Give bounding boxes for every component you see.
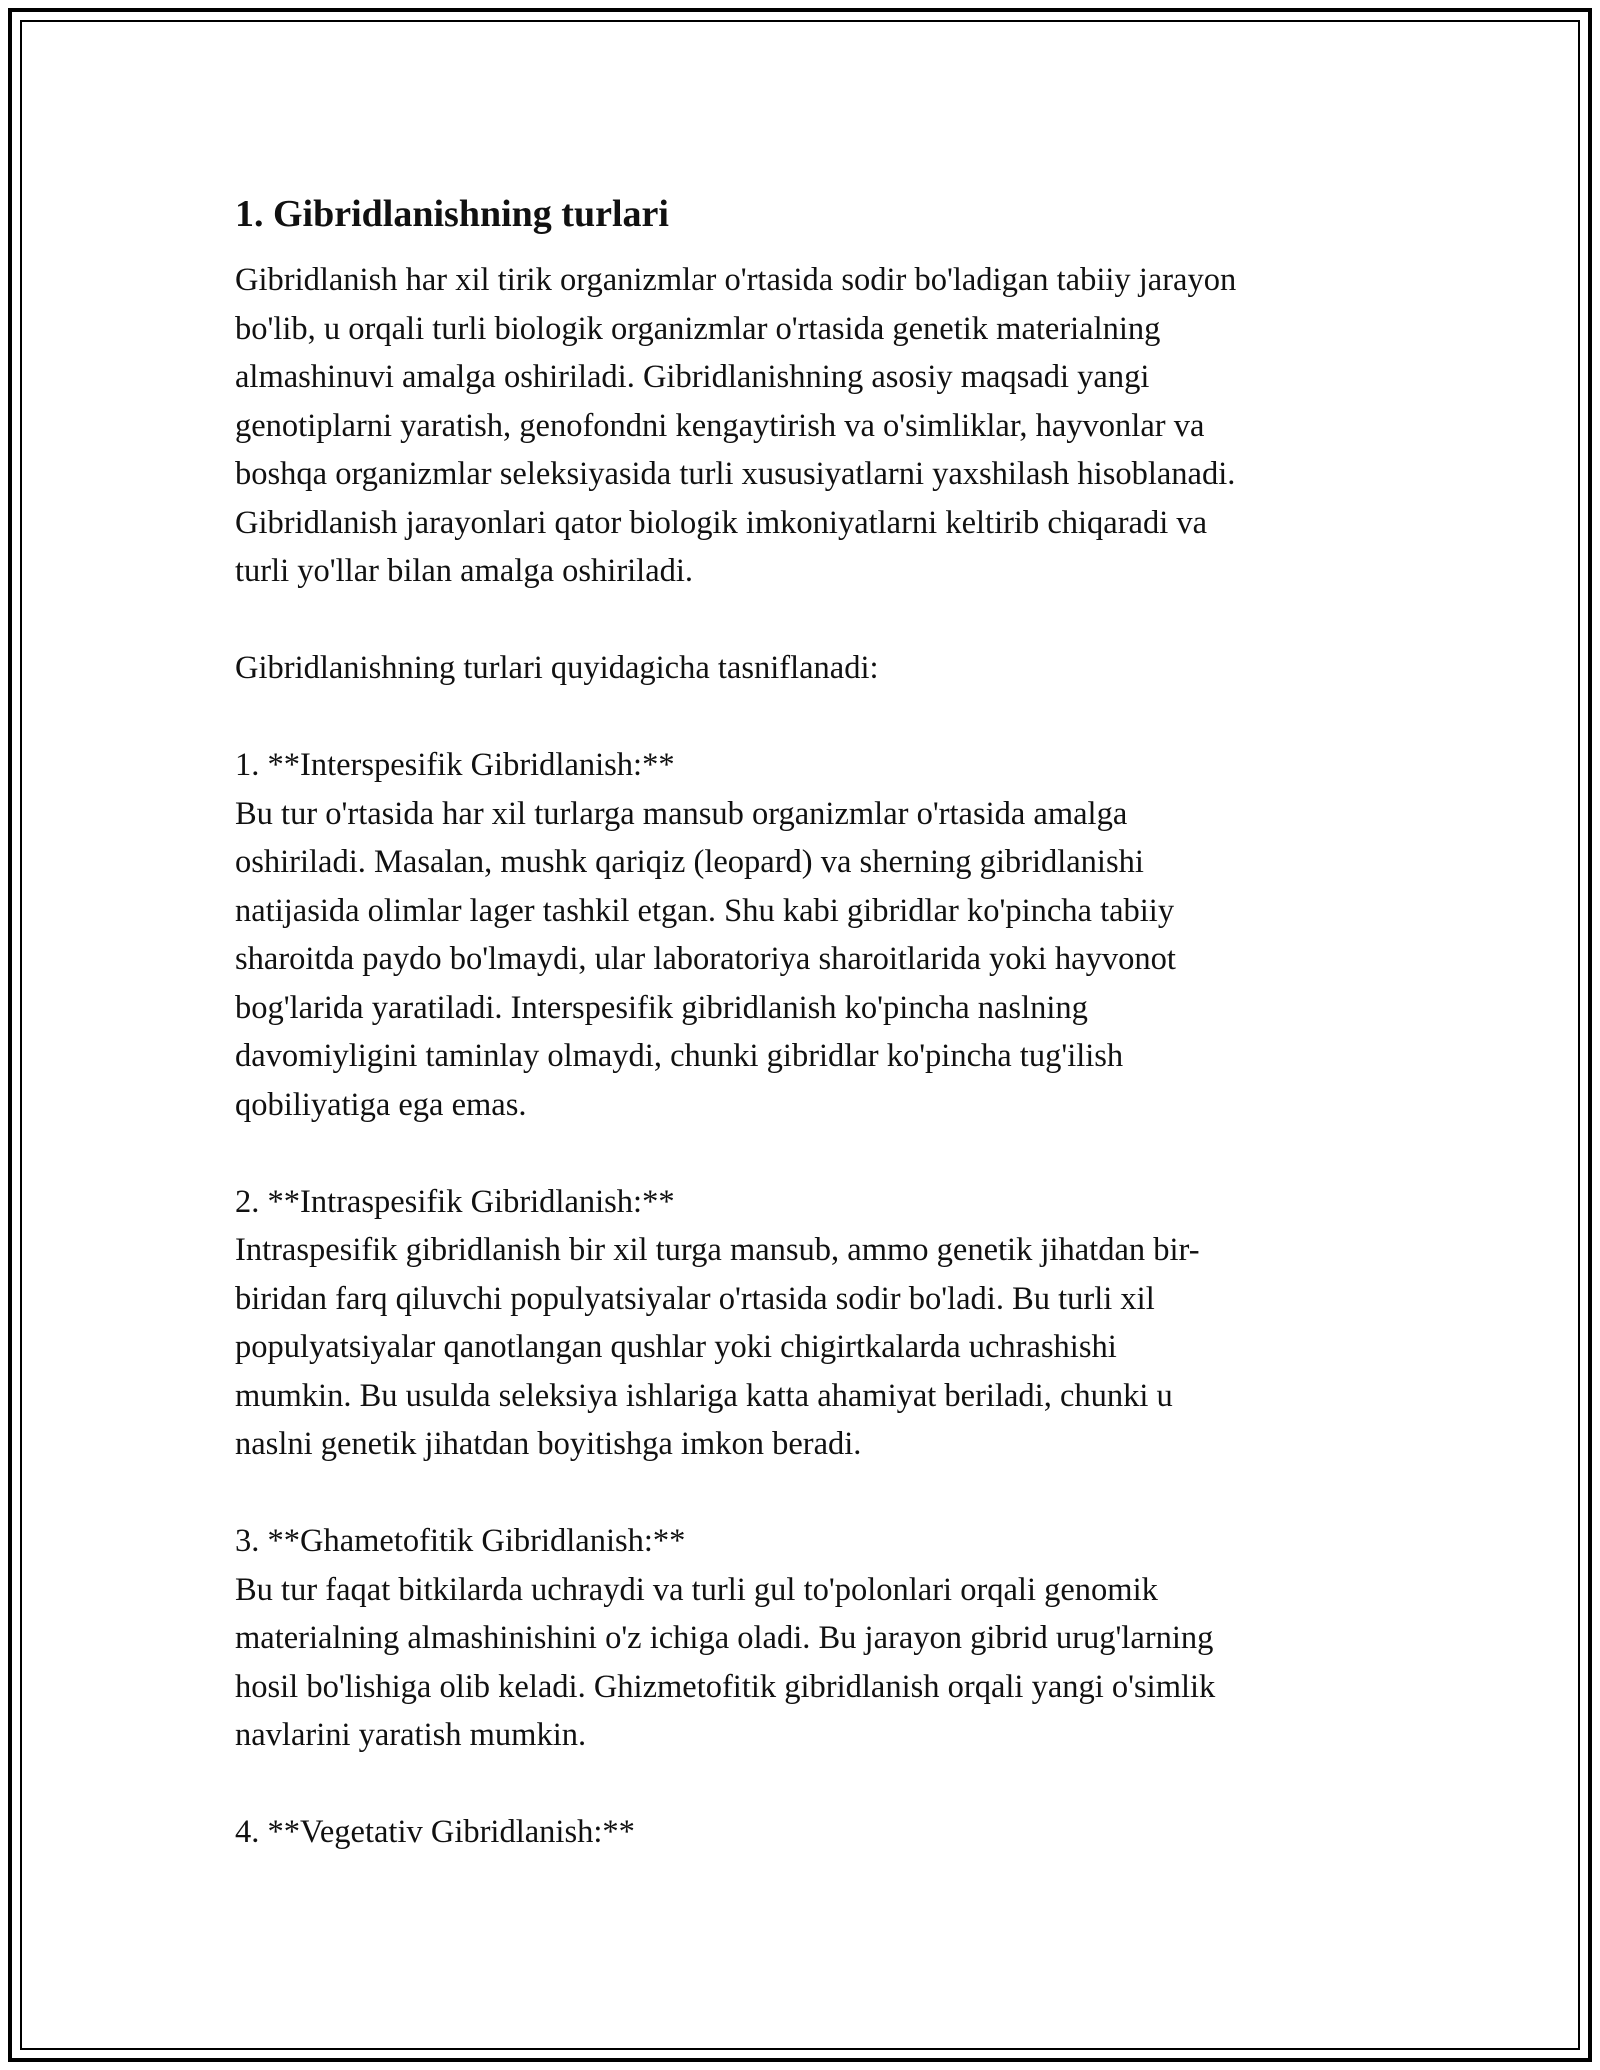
list-item-body: Intraspesifik gibridlanish bir xil turga mansub, ammo genetik jihatdan bir- biridan farq qiluvchi populyatsiyalar o'rtasida sodir bo'ladi. Bu turli xil populyatsiyalar qanotlangan qushlar yoki chigirtkalarda uchrashishi mumkin. Bu usulda seleksiya ishlariga katta ahamiyat beriladi, chunki u naslni genetik jihatdan boyitishga imkon beradi.	[235, 1232, 1200, 1462]
list-item	[235, 1178, 1375, 1469]
list-item-title: 1. **Interspesifik Gibridlanish:**	[235, 747, 675, 783]
list-item-body: Bu tur o'rtasida har xil turlarga mansub organizmlar o'rtasida amalga oshiriladi. Masalan, mushk qariqiz (leopard) va sherning gibridlanishi natijasida olimlar lager tashkil etgan. Shu kabi gibridlar ko'pincha tabiiy sharoitda paydo bo'lmaydi, ular laboratoriya sharoitlarida yoki hayvonot bog'larida yaratiladi. Interspesifik gibridlanish ko'pincha naslning davomiyligini taminlay olmaydi, chunki gibridlar ko'pincha tug'ilish qobiliyatiga ega emas.	[235, 795, 1176, 1123]
list-item	[235, 741, 1375, 1129]
list-item	[235, 1517, 1375, 1760]
list-item-title: 2. **Intraspesifik Gibridlanish:**	[235, 1183, 675, 1220]
list-item-body: Bu tur faqat bitkilarda uchraydi va turli gul to'polonlari orqali genomik materialning almashinishini o'z ichiga oladi. Bu jarayon gibrid urug'larning hosil bo'lishiga olib keladi. Ghizmetofitik gibridlanish orqali yangi o'simlik navlarini yaratish mumkin.	[235, 1571, 1216, 1753]
classification-paragraph: Gibridlanishning turlari quyidagicha tasniflanadi:	[235, 650, 879, 686]
list-item	[235, 1808, 1375, 1857]
document-body	[235, 186, 1375, 1905]
section-heading: 1. Gibridlanishning turlari	[235, 193, 669, 235]
list-item-title: 4. **Vegetativ Gibridlanish:**	[235, 1814, 635, 1850]
list-item-title: 3. **Ghametofitik Gibridlanish:**	[235, 1523, 686, 1559]
intro-paragraph: Gibridlanish har xil tirik organizmlar o'rtasida sodir bo'ladigan tabiiy jarayon bo'lib, u orqali turli biologik organizmlar o'rtasida genetik materialning almashinuvi amalga oshiriladi. Gibridlanishning asosiy maqsadi yangi genotiplarni yaratish, genofondni kengaytirish va o'simliklar, hayvonlar va boshqa organizmlar seleksiyasida turli xususiyatlarni yaxshilash hisoblanadi. Gibridlanish jarayonlari qator biologik imkoniyatlarni keltirib chiqaradi va turli yo'llar bilan amalga oshiriladi.	[235, 262, 1237, 589]
